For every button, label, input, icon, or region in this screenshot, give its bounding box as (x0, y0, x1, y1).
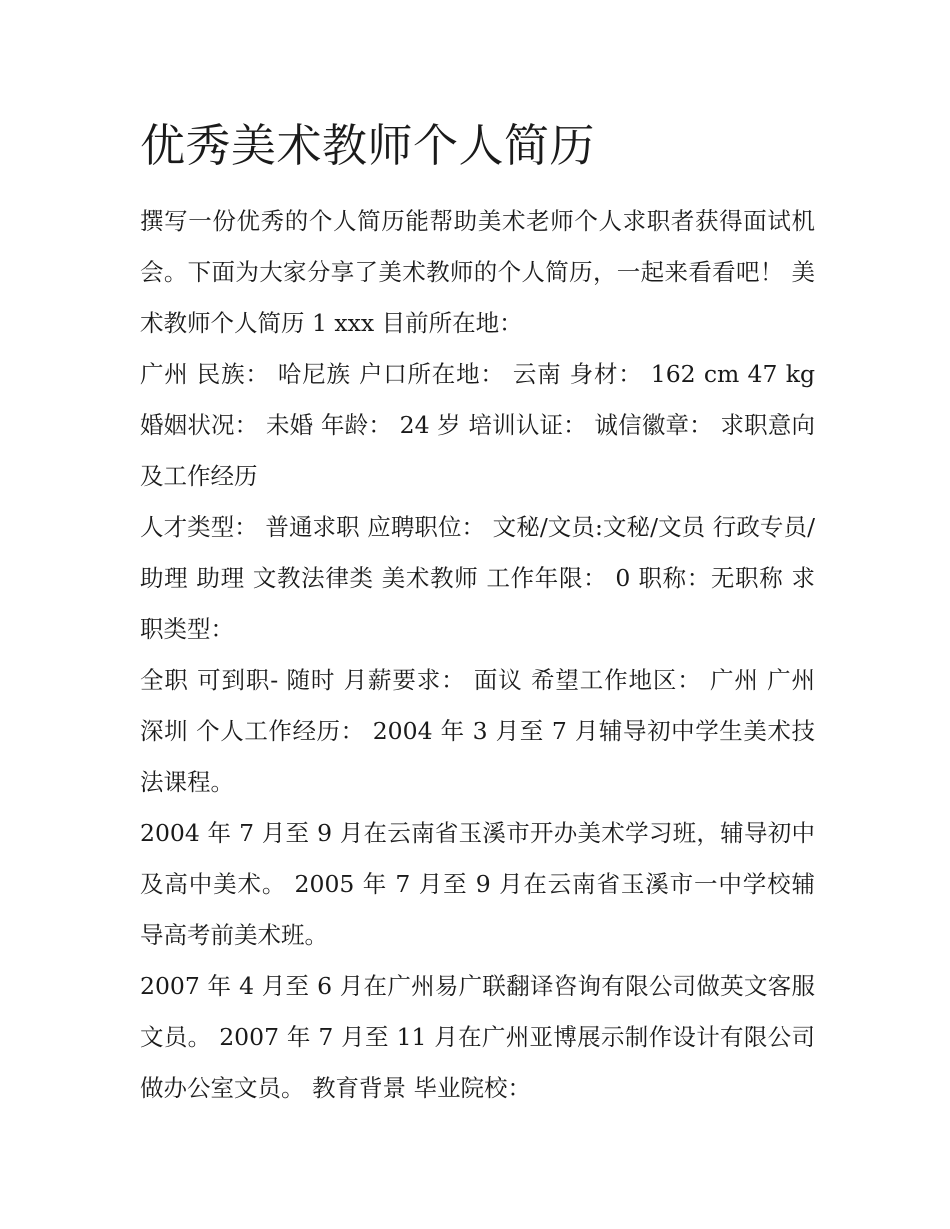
paragraph-teaching-experience: 2004 年 7 月至 9 月在云南省玉溪市开办美术学习班，辅导初中及高中美术。 2005 年 7 月至 9 月在云南省玉溪市一中学校辅导高考前美术班。 (140, 819, 815, 949)
paragraph-clerk-experience: 2007 年 4 月至 6 月在广州易广联翻译咨询有限公司做英文客服文员。 2007 年 7 月至 11 月在广州亚博展示制作设计有限公司做办公室文员。 教育背景 毕业院校： (140, 972, 815, 1102)
paragraph-job-intent: 人才类型： 普通求职 应聘职位： 文秘/文员:文秘/文员 行政专员/助理 助理 文教法律类 美术教师 工作年限： 0 职称：无职称 求职类型： (140, 513, 815, 643)
paragraph-personal-info: 广州 民族： 哈尼族 户口所在地： 云南 身材： 162 cm 47 kg 婚姻状况： 未婚 年龄： 24 岁 培训认证： 诚信徽章： 求职意向及工作经历 (140, 360, 815, 490)
paragraph-work-experience: 全职 可到职- 随时 月薪要求： 面议 希望工作地区： 广州 广州 深圳 个人工作经历： 2004 年 3 月至 7 月辅导初中学生美术技法课程。 (140, 666, 815, 796)
page-title: 优秀美术教师个人简历 (140, 119, 596, 172)
paragraph-intro: 撰写一份优秀的个人简历能帮助美术老师个人求职者获得面试机会。下面为大家分享了美术教师的个人简历，一起来看看吧！ 美术教师个人简历 1 xxx 目前所在地： (140, 207, 815, 337)
document-body (140, 196, 815, 1114)
